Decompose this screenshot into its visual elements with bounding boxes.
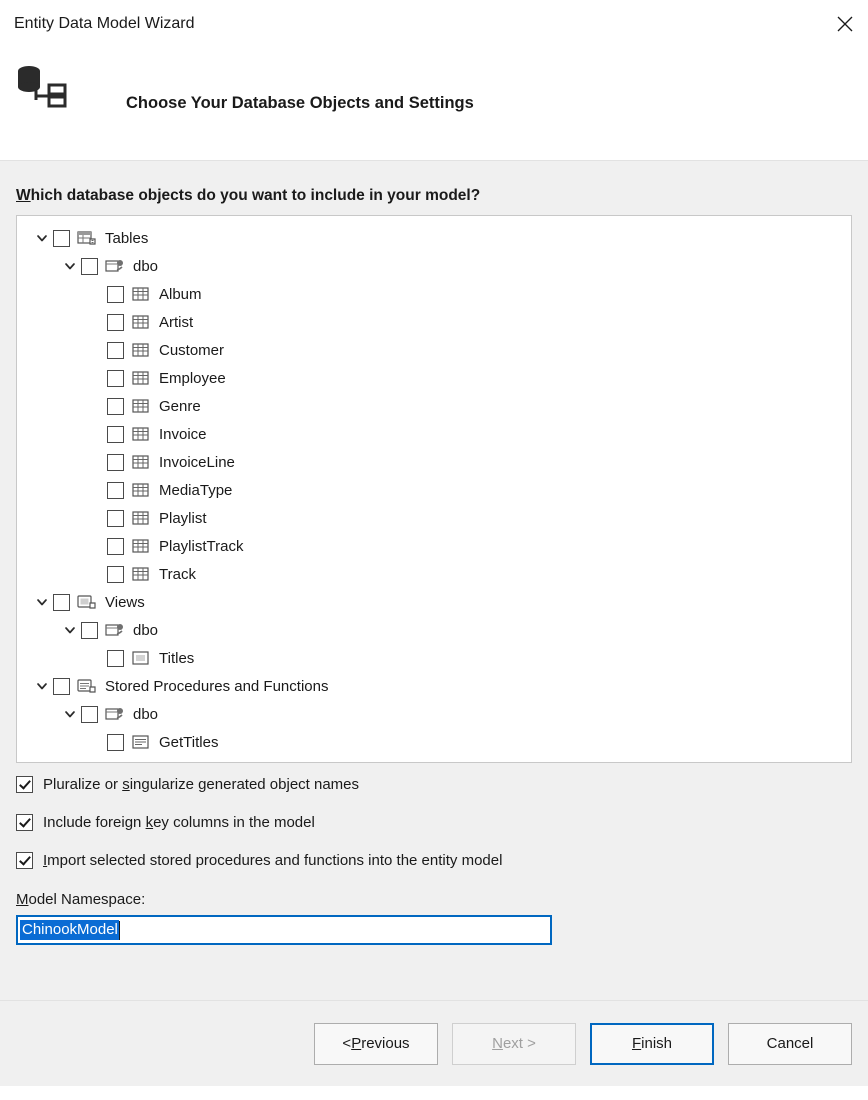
tree-node-label: Views [105, 593, 145, 611]
table-icon [131, 284, 151, 304]
database-wizard-icon [10, 54, 74, 118]
tree-node[interactable] [17, 644, 851, 672]
import-procs-label: Import selected stored procedures and functions into the entity model [43, 851, 503, 869]
tree-node[interactable] [17, 700, 851, 728]
schema-icon [105, 256, 125, 276]
table-icon [131, 480, 151, 500]
tree-node-checkbox[interactable] [81, 258, 98, 275]
tree-node-checkbox[interactable] [107, 314, 124, 331]
tree-node[interactable] [17, 672, 851, 700]
tree-node[interactable] [17, 252, 851, 280]
folder-tables-icon [77, 228, 97, 248]
tree-node-label: Album [159, 285, 202, 303]
tree-node-checkbox[interactable] [107, 734, 124, 751]
window-title: Entity Data Model Wizard [14, 15, 195, 32]
tree-node[interactable] [17, 224, 851, 252]
close-icon[interactable] [822, 1, 868, 47]
tree-node-checkbox[interactable] [107, 454, 124, 471]
wizard-header [0, 48, 868, 161]
wizard-body [0, 161, 868, 1000]
chevron-down-icon[interactable] [31, 588, 53, 616]
tree-node-label: Stored Procedures and Functions [105, 677, 329, 695]
chevron-down-icon[interactable] [59, 252, 81, 280]
pluralize-checkbox[interactable] [16, 776, 33, 793]
namespace-value[interactable]: ChinookModel [22, 921, 118, 938]
bottom-bar [0, 1086, 868, 1100]
table-icon [131, 424, 151, 444]
namespace-input[interactable] [16, 915, 552, 945]
page-title: Choose Your Database Objects and Settings [126, 94, 474, 112]
question-label: Which database objects do you want to include in your model? [16, 187, 481, 204]
tree-node[interactable] [17, 532, 851, 560]
tree-node[interactable] [17, 308, 851, 336]
tree-node-label: PlaylistTrack [159, 537, 244, 555]
tree-node-label: Playlist [159, 509, 207, 527]
tree-node-checkbox[interactable] [53, 230, 70, 247]
folder-views-icon [77, 592, 97, 612]
tree-node[interactable] [17, 728, 851, 756]
database-objects-tree[interactable] [16, 215, 852, 763]
title-bar [0, 0, 868, 48]
tree-node-checkbox[interactable] [53, 594, 70, 611]
footer-buttons [0, 1000, 868, 1086]
foreign-keys-checkbox[interactable] [16, 814, 33, 831]
tree-node[interactable] [17, 280, 851, 308]
previous-button[interactable]: < P revious [314, 1023, 438, 1065]
tree-node-label: dbo [133, 621, 159, 639]
tree-node-label: InvoiceLine [159, 453, 235, 471]
tree-node[interactable] [17, 392, 851, 420]
foreign-keys-label: Include foreign key columns in the model [43, 813, 315, 831]
chevron-down-icon[interactable] [59, 616, 81, 644]
tree-node-checkbox[interactable] [53, 678, 70, 695]
tree-node-label: dbo [133, 257, 159, 275]
tree-node-checkbox[interactable] [107, 482, 124, 499]
tree-node-label: GetTitles [159, 733, 219, 751]
tree-node[interactable] [17, 504, 851, 532]
tree-node-label: dbo [133, 705, 159, 723]
option-pluralize[interactable] [16, 767, 852, 801]
tree-node[interactable] [17, 476, 851, 504]
tree-node[interactable] [17, 364, 851, 392]
tree-node-label: Artist [159, 313, 194, 331]
table-icon [131, 312, 151, 332]
option-import-procs[interactable] [16, 843, 852, 877]
schema-icon [105, 620, 125, 640]
tree-node-checkbox[interactable] [107, 370, 124, 387]
tree-node[interactable] [17, 448, 851, 476]
tree-node-checkbox[interactable] [107, 510, 124, 527]
chevron-down-icon[interactable] [31, 672, 53, 700]
table-icon [131, 536, 151, 556]
pluralize-label: Pluralize or singularize generated object names [43, 775, 360, 793]
tree-node-label: Invoice [159, 425, 207, 443]
tree-node[interactable] [17, 336, 851, 364]
procedure-icon [131, 732, 151, 752]
option-foreign-keys[interactable] [16, 805, 852, 839]
cancel-button[interactable]: Cancel [728, 1023, 852, 1065]
namespace-label: Model Namespace: [16, 891, 146, 908]
tree-node-label: Employee [159, 369, 226, 387]
table-icon [131, 396, 151, 416]
tree-node-label: Titles [159, 649, 195, 667]
next-button: N ext > [452, 1023, 576, 1065]
tree-node[interactable] [17, 588, 851, 616]
table-icon [131, 340, 151, 360]
tree-node-checkbox[interactable] [81, 706, 98, 723]
tree-node-checkbox[interactable] [107, 342, 124, 359]
close-glyph [837, 16, 853, 32]
chevron-down-icon[interactable] [59, 700, 81, 728]
tree-node-checkbox[interactable] [107, 286, 124, 303]
folder-procs-icon [77, 676, 97, 696]
tree-node-label: Genre [159, 397, 201, 415]
table-icon [131, 452, 151, 472]
import-procs-checkbox[interactable] [16, 852, 33, 869]
tree-node-checkbox[interactable] [107, 650, 124, 667]
view-icon [131, 648, 151, 668]
tree-node-checkbox[interactable] [81, 622, 98, 639]
tree-node[interactable] [17, 560, 851, 588]
table-icon [131, 564, 151, 584]
tree-node-checkbox[interactable] [107, 538, 124, 555]
text-caret [119, 921, 120, 940]
tree-node-checkbox[interactable] [107, 566, 124, 583]
chevron-down-icon[interactable] [31, 224, 53, 252]
table-icon [131, 508, 151, 528]
tree-node-label: MediaType [159, 481, 233, 499]
tree-node[interactable] [17, 420, 851, 448]
finish-button[interactable]: F inish [590, 1023, 714, 1065]
table-icon [131, 368, 151, 388]
schema-icon [105, 704, 125, 724]
tree-node-label: Tables [105, 229, 149, 247]
tree-node[interactable] [17, 616, 851, 644]
tree-node-label: Customer [159, 341, 225, 359]
tree-node-label: Track [159, 565, 196, 583]
tree-node-checkbox[interactable] [107, 426, 124, 443]
tree-node-checkbox[interactable] [107, 398, 124, 415]
